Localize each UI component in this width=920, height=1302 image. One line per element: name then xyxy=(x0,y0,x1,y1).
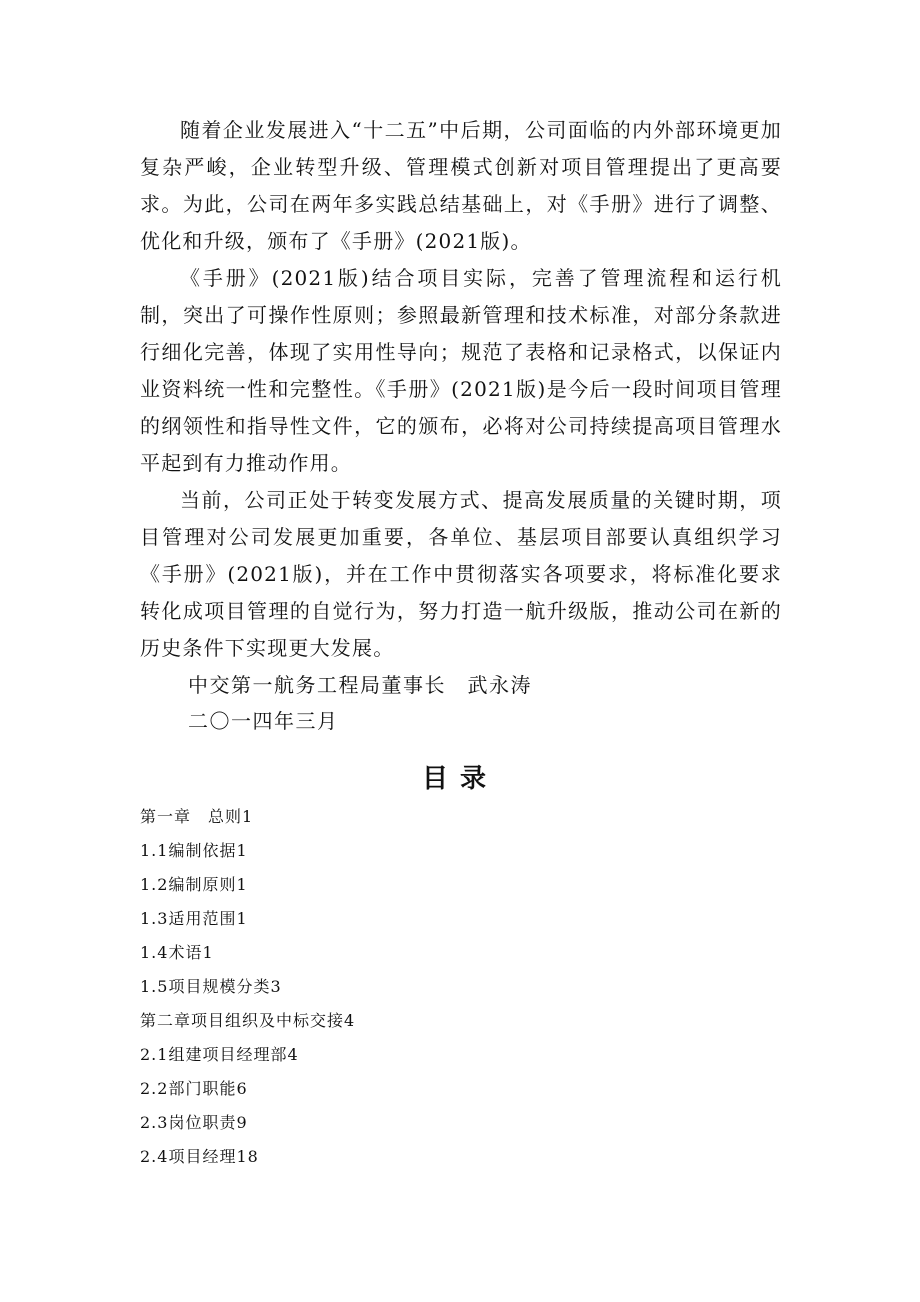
paragraph-1: 随着企业发展进入“十二五”中后期，公司面临的内外部环境更加复杂严峻，企业转型升级、管理模式创新对项目管理提出了更高要求。为此，公司在两年多实践总结基础上，对《手册》进行了调整、优化和升级，颁布了《手册》(2021版)。 xyxy=(140,118,782,253)
toc-item[interactable]: 1.1编制依据1 xyxy=(140,841,248,860)
toc-item[interactable]: 第二章项目组织及中标交接4 xyxy=(140,1011,356,1030)
foreword-body xyxy=(140,112,782,739)
toc-item[interactable]: 1.4术语1 xyxy=(140,943,214,962)
toc-item[interactable]: 1.5项目规模分类3 xyxy=(140,977,282,996)
table-of-contents xyxy=(140,800,780,1174)
signature-author: 中交第一航务工程局董事长 武永涛 xyxy=(188,673,532,697)
toc-item[interactable]: 2.2部门职能6 xyxy=(140,1079,248,1098)
toc-item[interactable]: 第一章 总则1 xyxy=(140,807,254,826)
signature-date: 二〇一四年三月 xyxy=(188,709,339,733)
toc-item[interactable]: 2.4项目经理18 xyxy=(140,1147,259,1166)
toc-item[interactable]: 1.3适用范围1 xyxy=(140,909,248,928)
paragraph-2: 《手册》(2021版)结合项目实际，完善了管理流程和运行机制，突出了可操作性原则；参照最新管理和技术标准，对部分条款进行细化完善，体现了实用性导向；规范了表格和记录格式，以保证内业资料统一性和完整性。《手册》(2021版)是今后一段时间项目管理的纲领性和指导性文件，它的颁布，必将对公司持续提高项目管理水平起到有力推动作用。 xyxy=(140,266,782,475)
toc-item[interactable]: 1.2编制原则1 xyxy=(140,875,248,894)
toc-item[interactable]: 2.3岗位职责9 xyxy=(140,1113,248,1132)
toc-item[interactable]: 2.1组建项目经理部4 xyxy=(140,1045,299,1064)
toc-title: 目录 xyxy=(421,764,498,794)
paragraph-3: 当前，公司正处于转变发展方式、提高发展质量的关键时期，项目管理对公司发展更加重要，各单位、基层项目部要认真组织学习《手册》(2021版)，并在工作中贯彻落实各项要求，将标准化要求转化成项目管理的自觉行为，努力打造一航升级版，推动公司在新的历史条件下实现更大发展。 xyxy=(140,488,782,660)
